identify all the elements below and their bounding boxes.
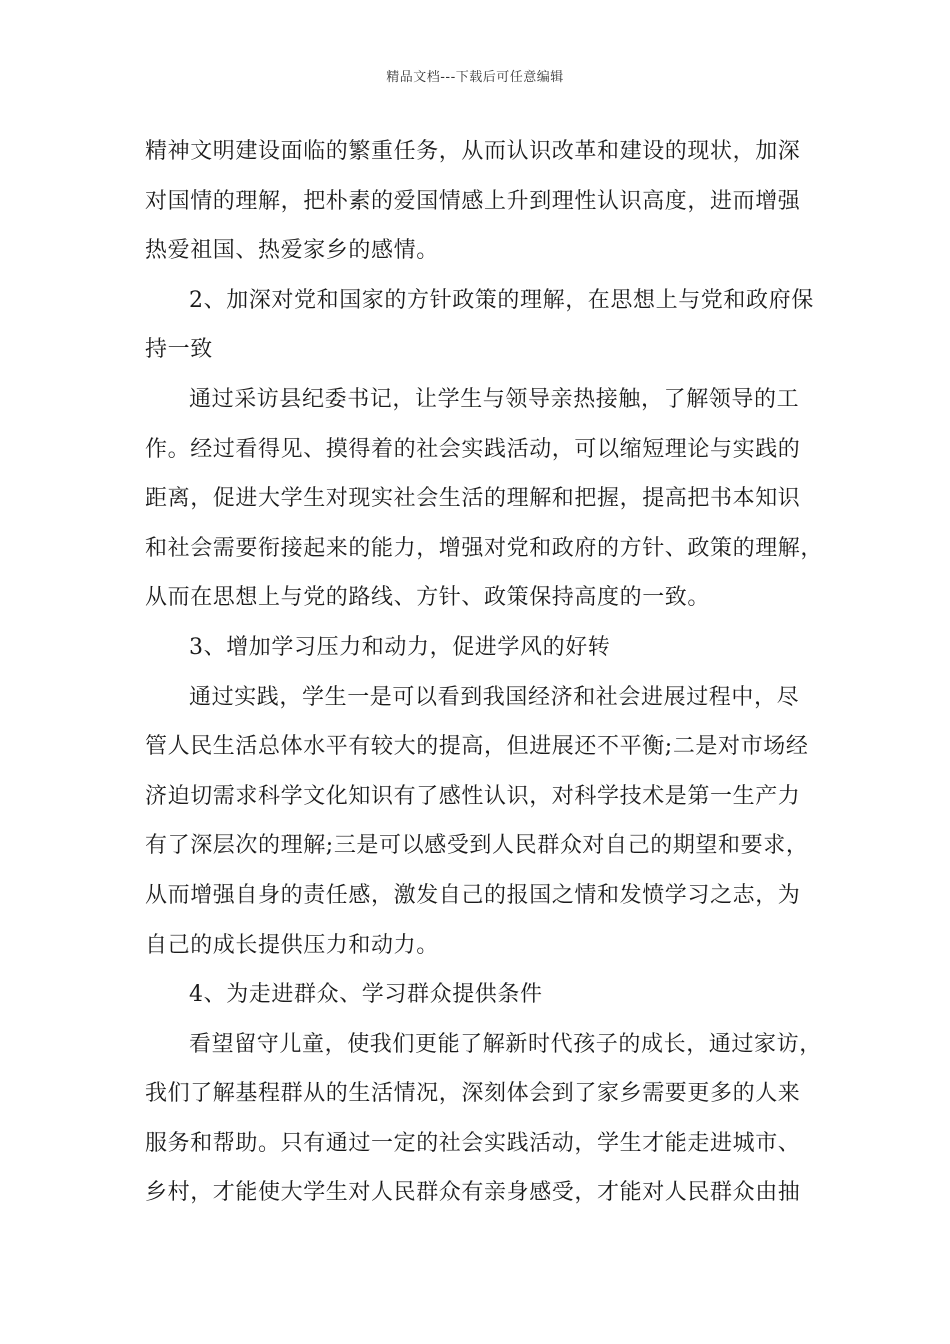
text-line: 热爱祖国、热爱家乡的感情。 — [145, 238, 439, 264]
text-line: 和社会需要衔接起来的能力，增强对党和政府的方针、政策的理解， — [145, 535, 824, 561]
text-line: 从而增强自身的责任感，激发自己的报国之情和发愤学习之志，为 — [145, 882, 801, 908]
text-line: 看望留守儿童，使我们更能了解新时代孩子的成长，通过家访， — [189, 1031, 822, 1057]
text-line: 济迫切需求科学文化知识有了感性认识，对科学技术是第一生产力 — [145, 783, 801, 809]
text-line: 距离，促进大学生对现实社会生活的理解和把握，提高把书本知识 — [145, 486, 801, 512]
text-line: 从而在思想上与党的路线、方针、政策保持高度的一致。 — [145, 585, 711, 611]
text-line: 2、加深对党和国家的方针政策的理解，在思想上与党和政府保 — [189, 287, 814, 313]
text-line: 服务和帮助。只有通过一定的社会实践活动，学生才能走进城市、 — [145, 1130, 801, 1156]
text-line: 4、为走进群众、学习群众提供条件 — [189, 982, 543, 1008]
page-header: 精品文档---下载后可任意编辑 — [386, 70, 564, 85]
text-line: 自己的成长提供压力和动力。 — [145, 932, 439, 958]
document-body — [145, 127, 824, 1218]
text-line: 3、增加学习压力和动力，促进学风的好转 — [189, 634, 611, 660]
text-line: 我们了解基程群从的生活情况，深刻体会到了家乡需要更多的人来 — [145, 1081, 801, 1107]
text-line: 管人民生活总体水平有较大的提高，但进展还不平衡;二是对市场经 — [145, 734, 809, 760]
text-line: 持一致 — [145, 337, 213, 363]
text-line: 作。经过看得见、摸得着的社会实践活动，可以缩短理论与实践的 — [145, 436, 801, 462]
text-line: 对国情的理解，把朴素的爱国情感上升到理性认识高度，进而增强 — [145, 188, 801, 214]
text-line: 通过实践，学生一是可以看到我国经济和社会进展过程中，尽 — [189, 684, 800, 710]
text-line: 乡村，才能使大学生对人民群众有亲身感受，才能对人民群众由抽 — [145, 1180, 801, 1206]
text-line: 有了深层次的理解;三是可以感受到人民群众对自己的期望和要求， — [145, 833, 809, 859]
text-line: 通过采访县纪委书记，让学生与领导亲热接触，了解领导的工 — [189, 386, 800, 412]
text-line: 精神文明建设面临的繁重任务，从而认识改革和建设的现状，加深 — [145, 139, 801, 164]
